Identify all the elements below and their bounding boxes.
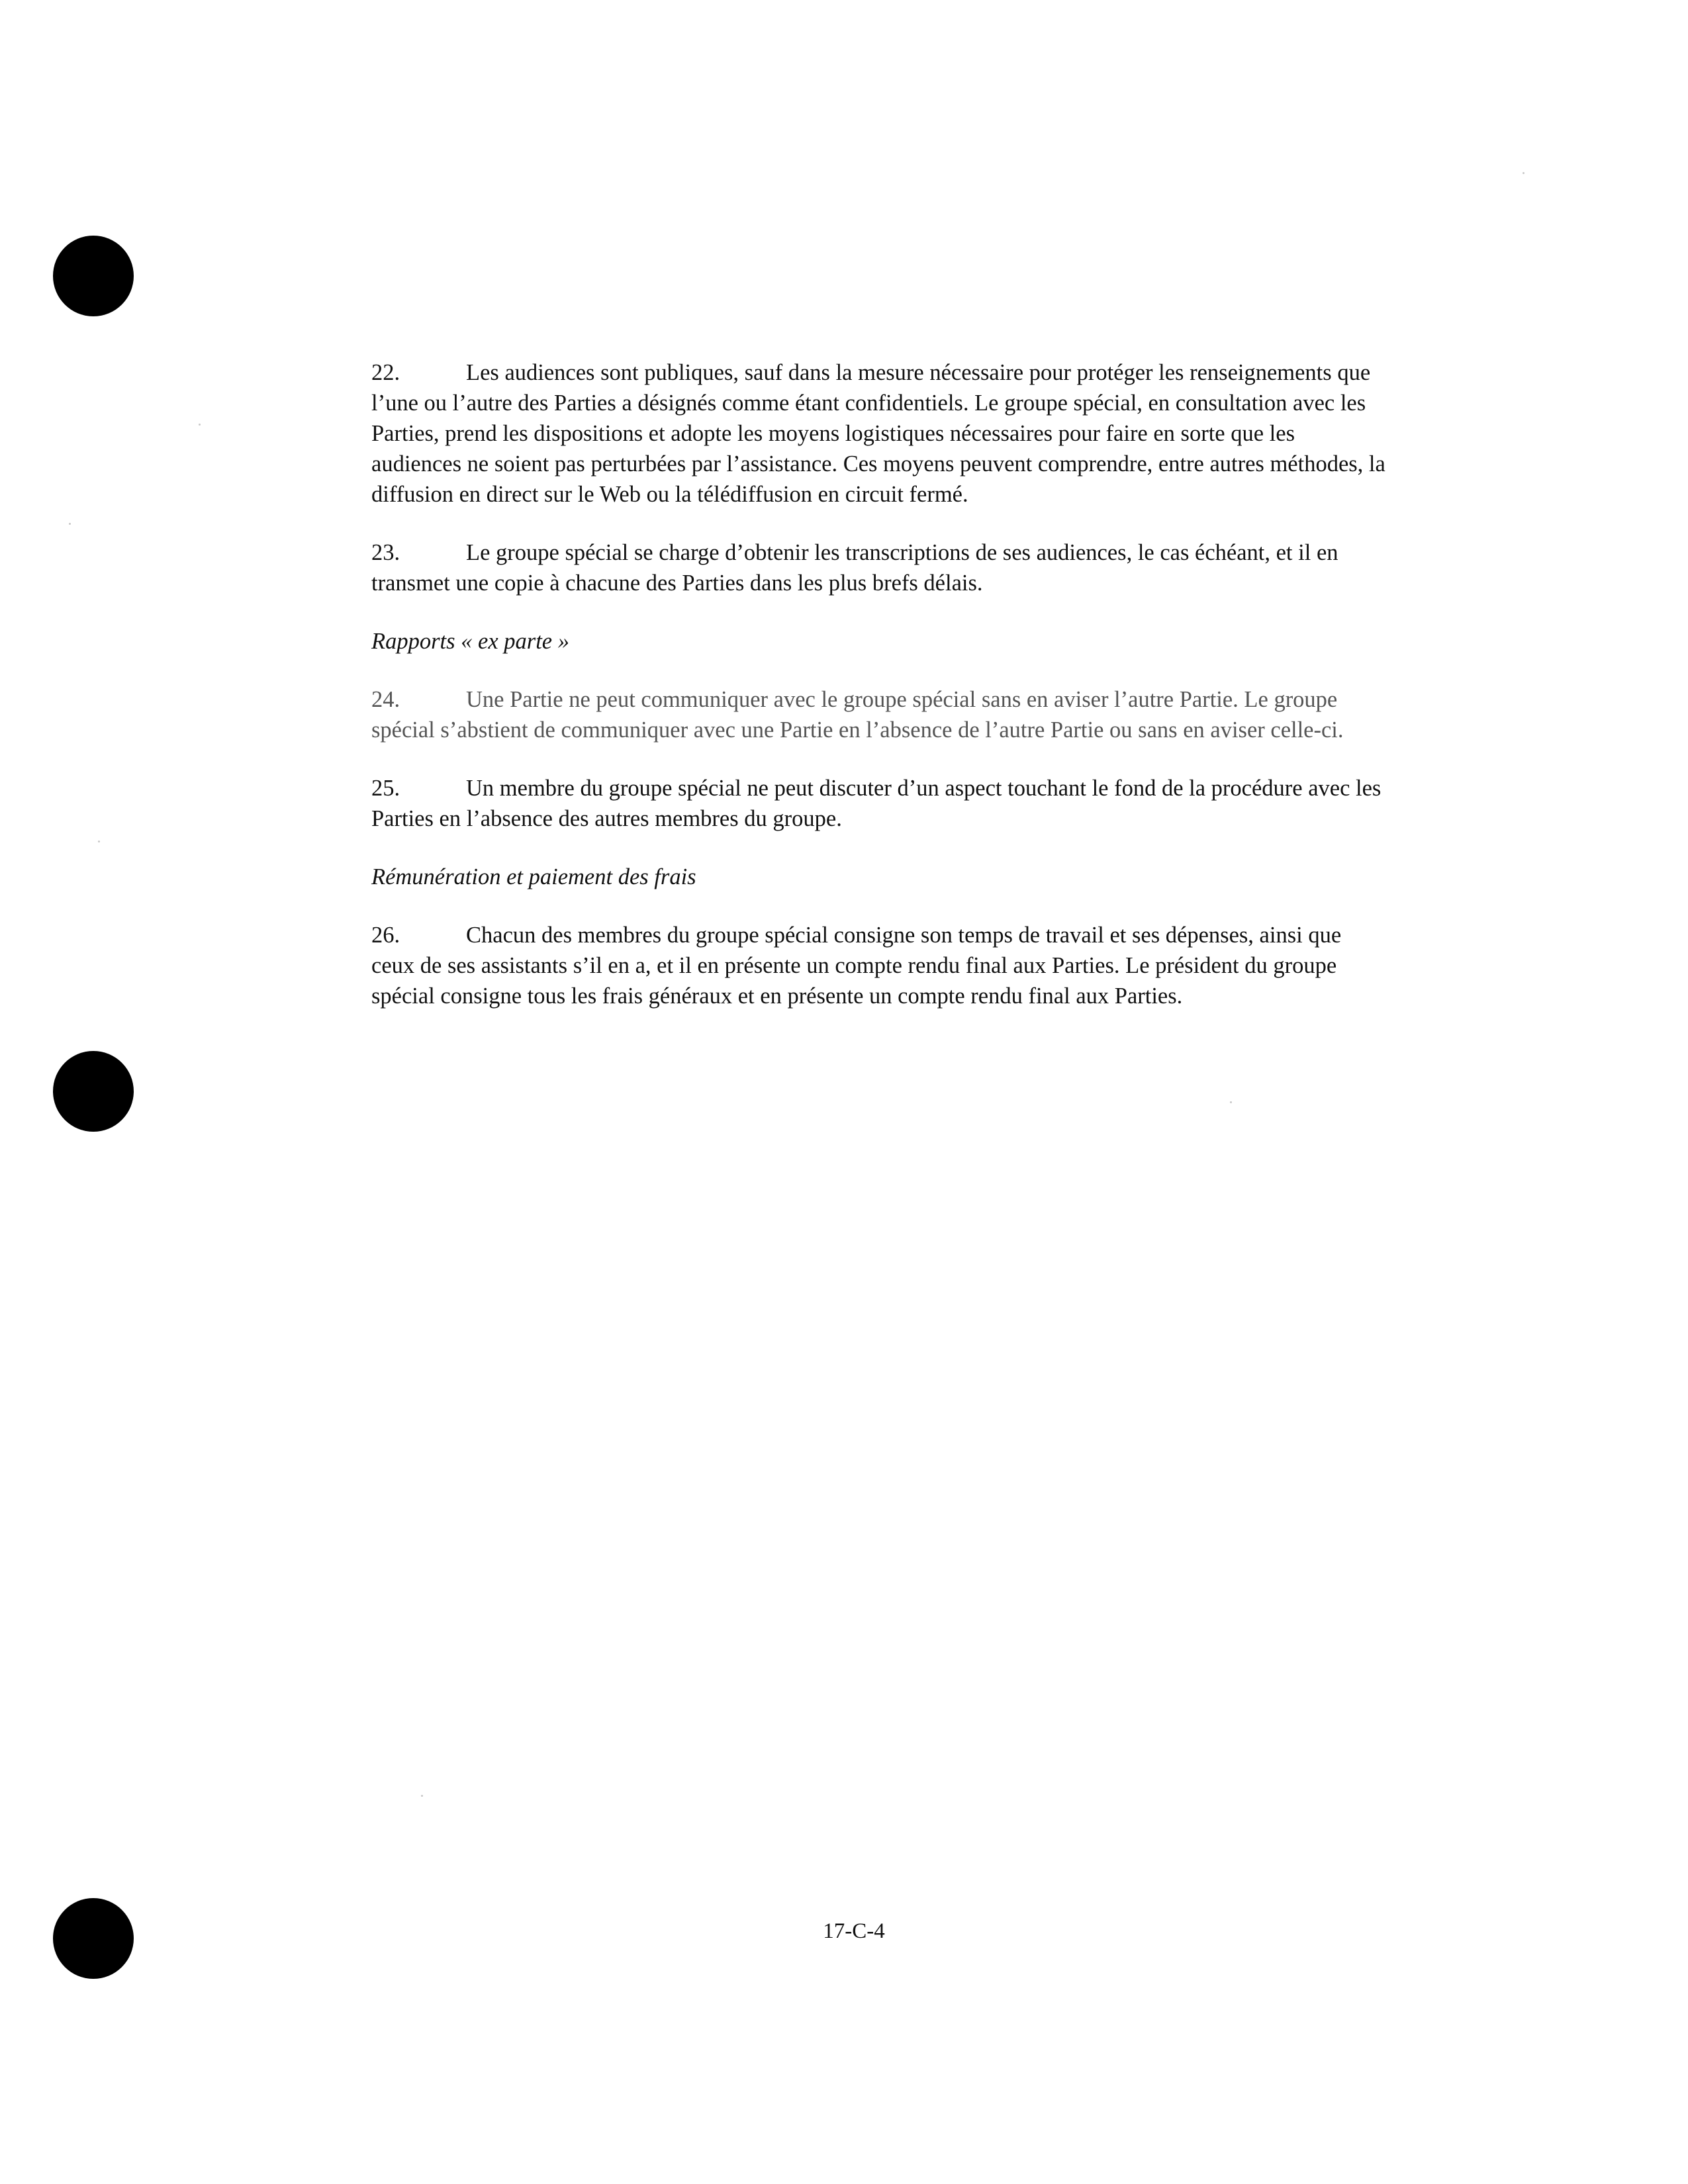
- scan-speck: [199, 424, 201, 426]
- scan-speck: [69, 523, 71, 525]
- binder-hole-top: [53, 236, 134, 316]
- scan-speck: [421, 1795, 423, 1797]
- section-heading-remuneration: Rémunération et paiement des frais: [371, 864, 696, 889]
- binder-hole-middle: [53, 1051, 134, 1132]
- scan-speck: [1230, 1101, 1232, 1103]
- binder-hole-bottom: [53, 1898, 134, 1979]
- page-number: 17-C-4: [823, 1919, 885, 1943]
- paragraph-number: 22.: [371, 360, 400, 385]
- paragraph-24: [371, 684, 1387, 745]
- paragraph-number: 26.: [371, 923, 400, 948]
- paragraph-text: Le groupe spécial se charge d’obtenir les transcriptions de ses audiences, le cas échéant, et il en transmet une copie à chacune des Parties dans les plus brefs délais.: [371, 540, 1338, 596]
- paragraph-23: [371, 537, 1387, 598]
- paragraph-25: [371, 773, 1387, 834]
- paragraph-text: Chacun des membres du groupe spécial consigne son temps de travail et ses dépenses, ainsi que ceux de ses assistants s’il en a, et il en présente un compte rendu final aux Parties. Le président du groupe spécial consigne tous les frais généraux et en présente un compte rendu final aux Parties.: [371, 923, 1342, 1009]
- section-heading-ex-parte: Rapports « ex parte »: [371, 629, 569, 654]
- paragraph-text: Une Partie ne peut communiquer avec le groupe spécial sans en aviser l’autre Partie. Le groupe spécial s’abstient de communiquer avec une Partie en l’absence de l’autre Partie ou sans en aviser celle-ci.: [371, 687, 1344, 743]
- scan-speck: [1523, 172, 1524, 174]
- paragraph-number: 23.: [371, 540, 400, 565]
- paragraph-text: Les audiences sont publiques, sauf dans la mesure nécessaire pour protéger les renseignements que l’une ou l’autre des Parties a désignés comme étant confidentiels. Le groupe spécial, en consultation avec les Parties, prend les dispositions et adopte les moyens logistiques nécessaires pour faire en sorte que les audiences ne soient pas perturbées par l’assistance. Ces moyens peuvent comprendre, entre autres méthodes, la diffusion en direct sur le Web ou la télédiffusion en circuit fermé.: [371, 360, 1385, 507]
- paragraph-number: 25.: [371, 776, 400, 801]
- paragraph-26: [371, 920, 1387, 1011]
- scan-speck: [98, 841, 100, 842]
- paragraph-text: Un membre du groupe spécial ne peut discuter d’un aspect touchant le fond de la procédure avec les Parties en l’absence des autres membres du groupe.: [371, 776, 1382, 831]
- paragraph-22: [371, 357, 1387, 510]
- document-body: [371, 357, 1387, 1039]
- paragraph-number: 24.: [371, 687, 400, 712]
